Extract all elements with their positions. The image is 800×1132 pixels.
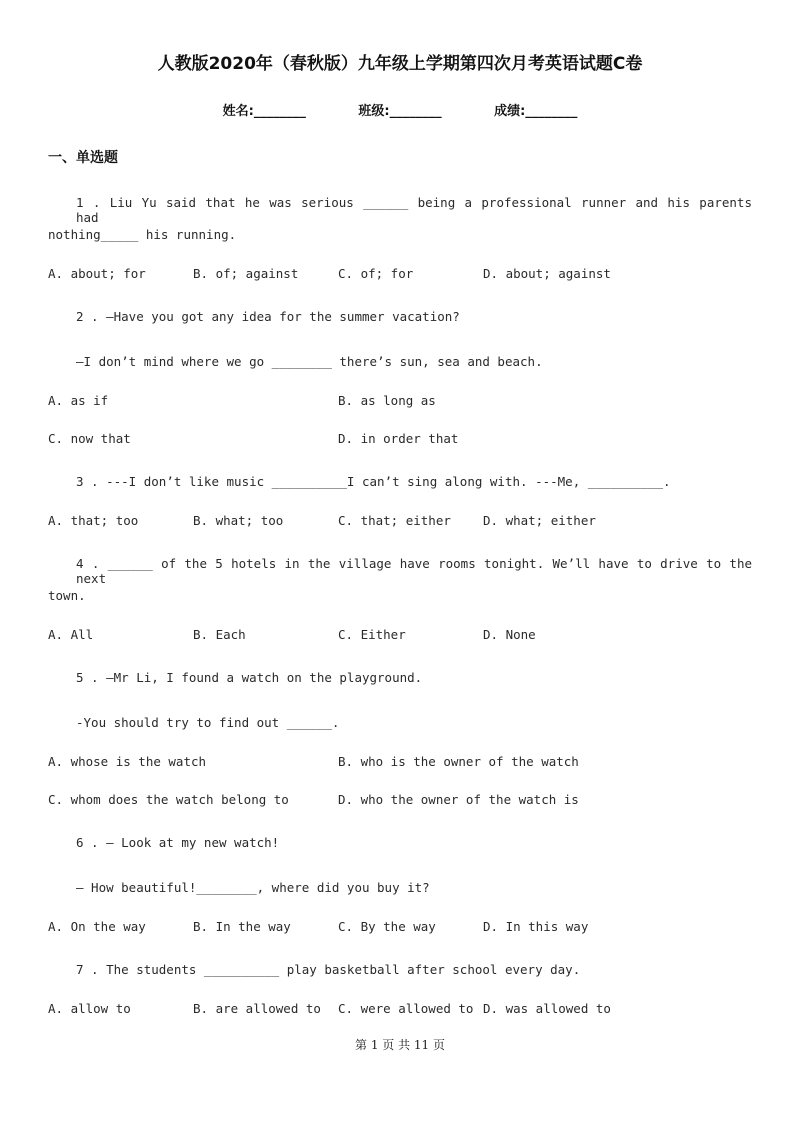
question-6-stem-line-1: 6 . — Look at my new watch!: [76, 835, 280, 850]
score-field: 成绩:________: [494, 104, 578, 119]
question-2-stem-line-1: 2 . —Have you got any idea for the summer vacation?: [76, 309, 460, 324]
question-5-option-a: A. whose is the watch: [48, 754, 207, 769]
page-title: 人教版2020年（春秋版）九年级上学期第四次月考英语试题C卷: [157, 54, 643, 74]
question-4-option-a: A. All: [48, 627, 94, 642]
question-6-stem-line-2: — How beautiful!________, where did you buy it?: [76, 880, 430, 895]
question-4-stem-line-1: 4 . ______ of the 5 hotels in the village have rooms tonight. We’ll have to drive to the next: [76, 556, 752, 586]
student-info-row: [0, 100, 800, 119]
question-5-option-c: C. whom does the watch belong to: [48, 792, 289, 807]
question-1-stem-line-2: nothing_____ his running.: [48, 227, 237, 242]
question-5-stem-line-1: 5 . –Mr Li, I found a watch on the playground.: [76, 670, 423, 685]
question-6-option-a: A. On the way: [48, 919, 146, 934]
question-3-option-a: A. that; too: [48, 513, 139, 528]
question-1-option-d: D. about; against: [483, 266, 611, 281]
question-7-option-c: C. were allowed to: [338, 1001, 474, 1016]
question-6-option-d: D. In this way: [483, 919, 589, 934]
page-number-footer: 第 1 页 共 11 页: [355, 1038, 445, 1052]
question-3-option-b: B. what; too: [193, 513, 284, 528]
question-4-option-c: C. Either: [338, 627, 406, 642]
question-1-option-c: C. of; for: [338, 266, 414, 281]
question-4-option-d: D. None: [483, 627, 536, 642]
name-field: 姓名:________: [222, 104, 306, 119]
question-5-option-d: D. who the owner of the watch is: [338, 792, 579, 807]
question-6-option-c: C. By the way: [338, 919, 436, 934]
question-2-option-a: A. as if: [48, 393, 109, 408]
question-4-stem-line-2: town.: [48, 588, 86, 603]
section-heading: 一、单选题: [48, 150, 118, 166]
question-5-stem-line-2: -You should try to find out ______.: [76, 715, 340, 730]
question-1-stem-line-1: 1 . Liu Yu said that he was serious ______ being a professional runner and his parents had: [76, 195, 752, 225]
question-7-stem-line-1: 7 . The students __________ play basketball after school every day.: [76, 962, 581, 977]
question-7-option-d: D. was allowed to: [483, 1001, 611, 1016]
question-3-stem-line-1: 3 . ---I don’t like music __________I can’t sing along with. ---Me, __________.: [76, 474, 671, 489]
question-1-option-a: A. about; for: [48, 266, 146, 281]
question-2-stem-line-2: —I don’t mind where we go ________ there’s sun, sea and beach.: [76, 354, 543, 369]
question-7-option-a: A. allow to: [48, 1001, 131, 1016]
question-6-option-b: B. In the way: [193, 919, 291, 934]
question-5-option-b: B. who is the owner of the watch: [338, 754, 579, 769]
question-2-option-c: C. now that: [48, 431, 131, 446]
question-7-option-b: B. are allowed to: [193, 1001, 321, 1016]
question-3-option-c: C. that; either: [338, 513, 451, 528]
question-3-option-d: D. what; either: [483, 513, 596, 528]
question-1-option-b: B. of; against: [193, 266, 299, 281]
question-2-option-d: D. in order that: [338, 431, 459, 446]
question-4-option-b: B. Each: [193, 627, 246, 642]
question-2-option-b: B. as long as: [338, 393, 436, 408]
class-field: 班级:________: [358, 104, 442, 119]
